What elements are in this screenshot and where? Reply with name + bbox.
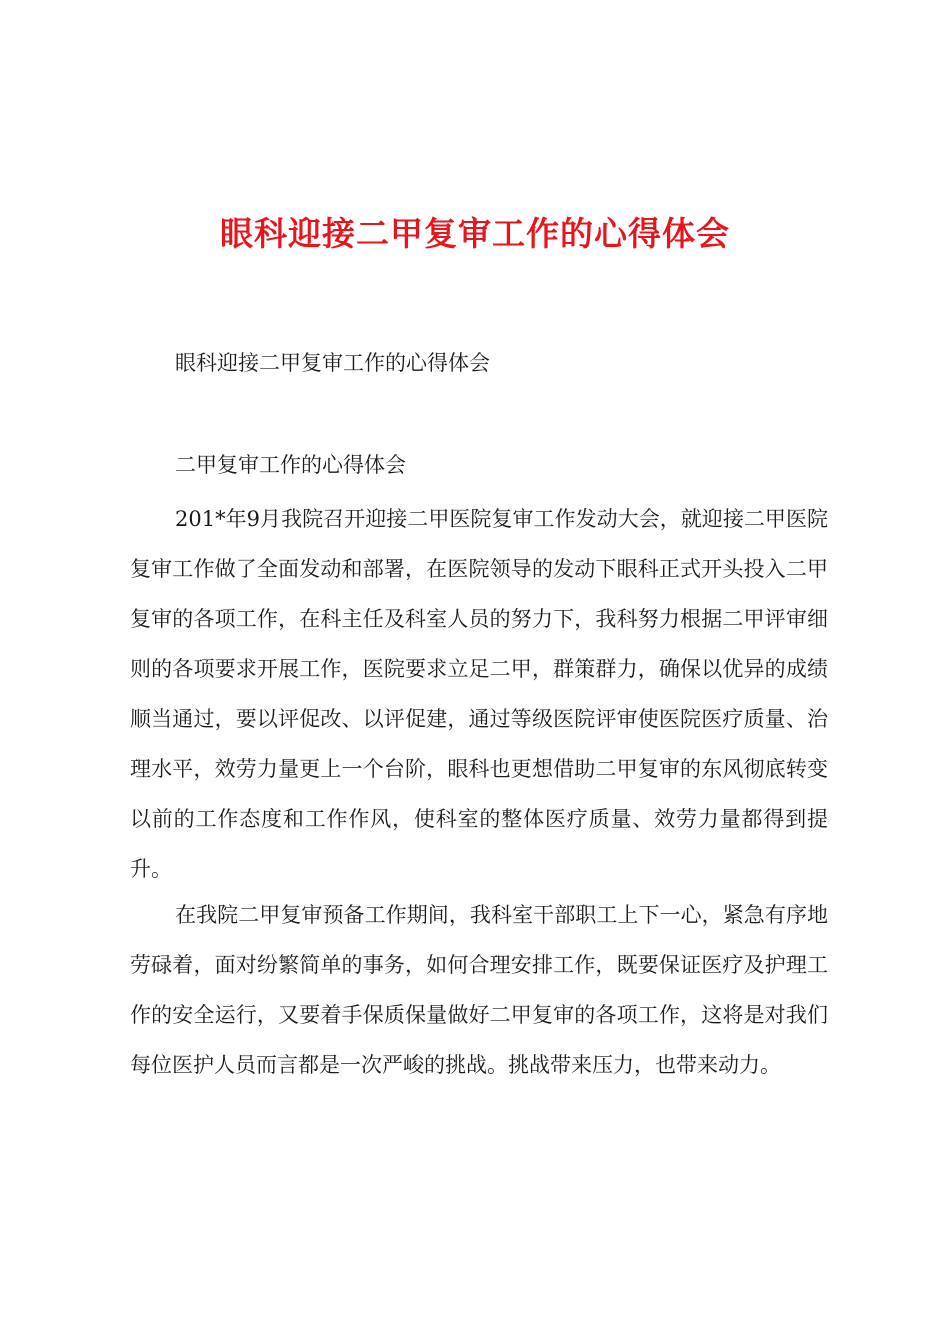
paragraph-1: 201*年9月我院召开迎接二甲医院复审工作发动大会，就迎接二甲医院复审工作做了全面发动和部署，在医院领导的发动下眼科正式开头投入二甲复审的各项工作，在科主任及科室人员的努力下，我科努力根据二甲评审细则的各项要求开展工作，医院要求立足二甲，群策群力，确保以优异的成绩顺当通过，要以评促改、以评促建，通过等级医院评审使医院医疗质量、治理水平，效劳力量更上一个台阶，眼科也更想借助二甲复审的东风彻底转变以前的工作态度和工作作风，使科室的整体医疗质量、效劳力量都得到提升。	[130, 507, 828, 881]
paragraph-2: 在我院二甲复审预备工作期间，我科室干部职工上下一心，紧急有序地劳碌着，面对纷繁简单的事务，如何合理安排工作，既要保证医疗及护理工作的安全运行，又要着手保质保量做好二甲复审的各项工作，这将是对我们每位医护人员而言都是一次严峻的挑战。挑战带来压力，也带来动力。	[130, 903, 828, 1077]
document-title: 眼科迎接二甲复审工作的心得体会	[220, 214, 730, 253]
document-subtitle: 眼科迎接二甲复审工作的心得体会	[175, 351, 490, 375]
section-heading: 二甲复审工作的心得体会	[175, 453, 406, 477]
